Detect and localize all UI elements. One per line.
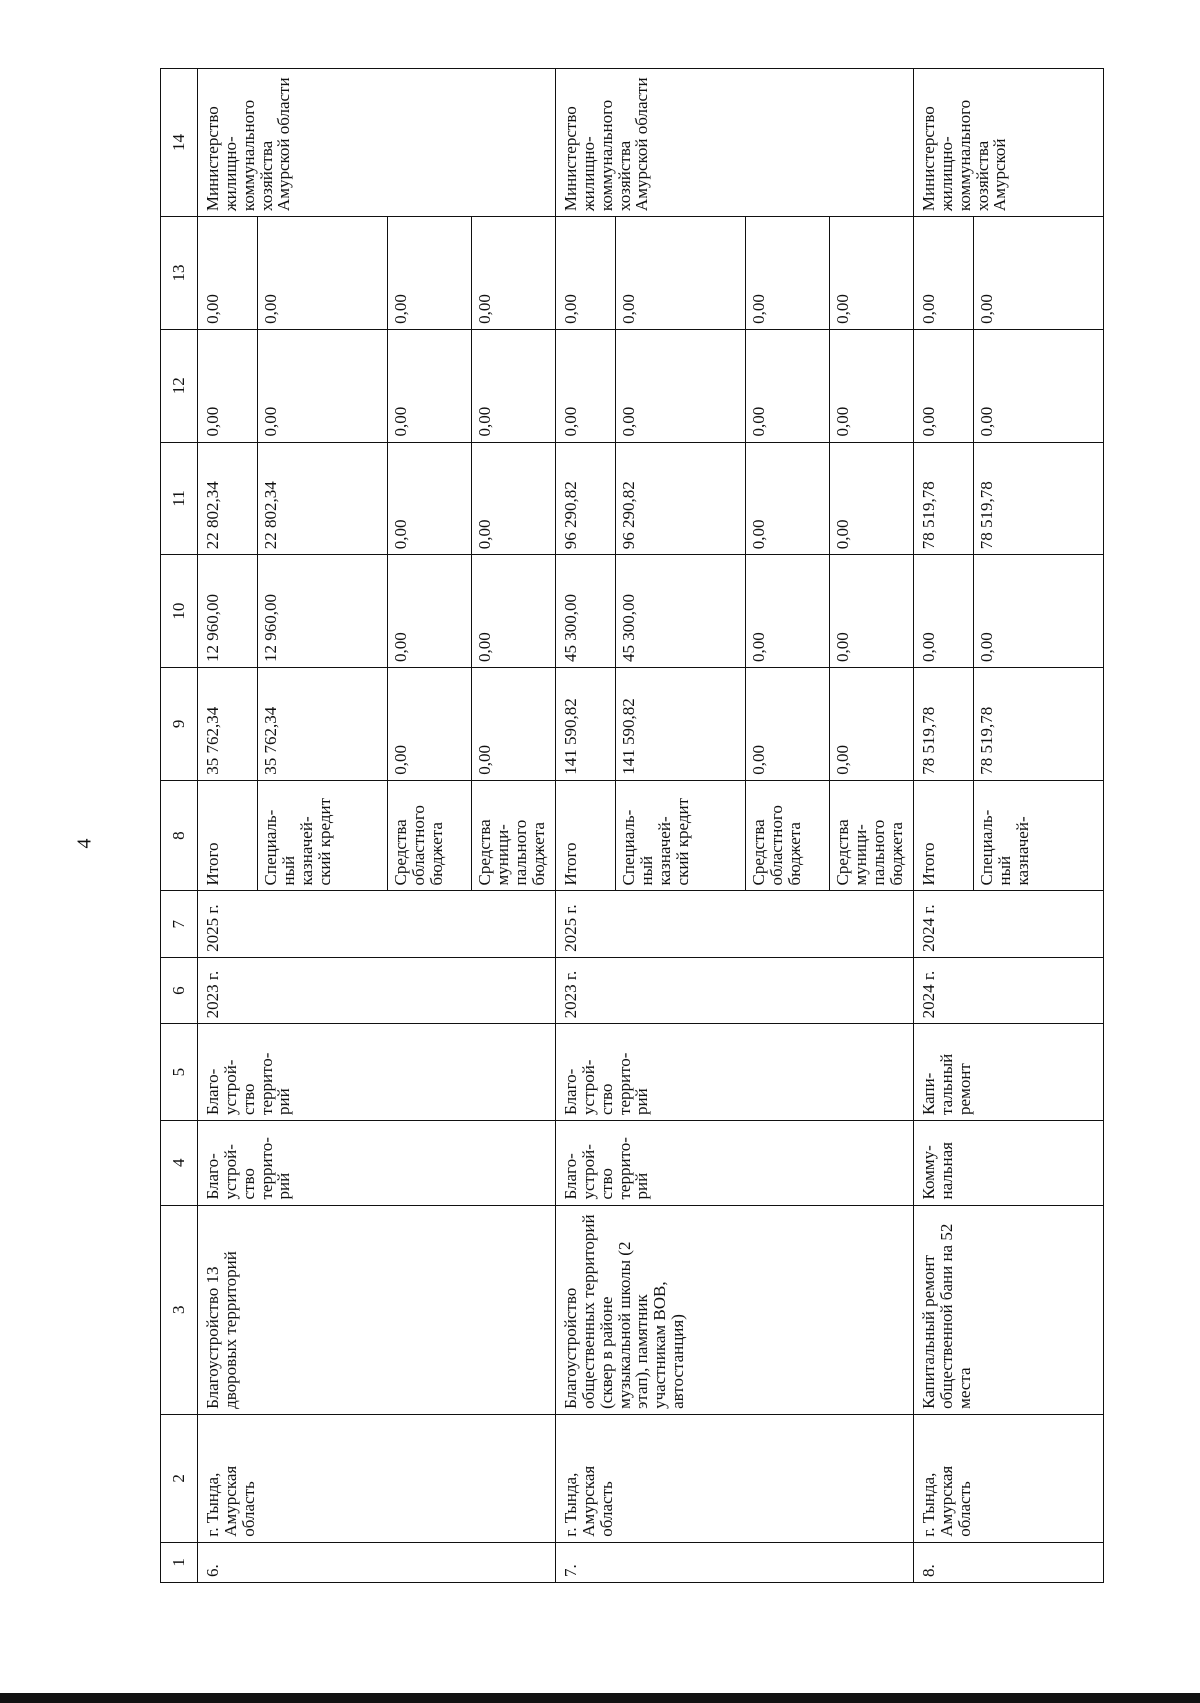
amount-col13-cell: 0,00 bbox=[830, 217, 914, 330]
amount-col11-cell: 96 290,82 bbox=[616, 442, 746, 555]
location-cell: г. Тында, Амурская область bbox=[914, 1414, 1104, 1542]
amount-col12-cell: 0,00 bbox=[388, 329, 472, 442]
amount-col13-cell: 0,00 bbox=[914, 217, 974, 330]
column-number: 7 bbox=[161, 891, 198, 957]
location-cell: г. Тында, Амурская область bbox=[198, 1414, 556, 1542]
funding-source-cell: Итого bbox=[198, 780, 258, 891]
total-cell: 0,00 bbox=[388, 668, 472, 781]
amount-col12-cell: 0,00 bbox=[616, 329, 746, 442]
amount-col11-cell: 96 290,82 bbox=[556, 442, 616, 555]
object-name-cell: Капитальный ремонт общественной бани на 52 места bbox=[914, 1205, 1104, 1414]
scan-bottom-edge bbox=[0, 1693, 1200, 1703]
amount-col11-cell: 0,00 bbox=[388, 442, 472, 555]
amount-col11-cell: 22 802,34 bbox=[198, 442, 258, 555]
table-viewport bbox=[160, 68, 1164, 1583]
amount-col13-cell: 0,00 bbox=[258, 217, 388, 330]
amount-col10-cell: 0,00 bbox=[388, 555, 472, 668]
end-year-cell: 2025 г. bbox=[198, 891, 556, 957]
column-number: 8 bbox=[161, 780, 198, 891]
location-cell: г. Тында, Амурская область bbox=[556, 1414, 914, 1542]
amount-col12-cell: 0,00 bbox=[556, 329, 616, 442]
amount-col13-cell: 0,00 bbox=[556, 217, 616, 330]
amount-col12-cell: 0,00 bbox=[974, 329, 1104, 442]
executor-cell: Министерство жилищно-коммунального хозяйства Амурской области bbox=[556, 69, 914, 217]
amount-col10-cell: 0,00 bbox=[830, 555, 914, 668]
column-number: 14 bbox=[161, 69, 198, 217]
column-number: 13 bbox=[161, 217, 198, 330]
table-row bbox=[556, 69, 616, 1583]
funding-source-cell: Итого bbox=[914, 780, 974, 891]
start-year-cell: 2024 г. bbox=[914, 957, 1104, 1023]
funding-source-cell: Средства муници-пального бюджета bbox=[472, 780, 556, 891]
column-number: 2 bbox=[161, 1414, 198, 1542]
total-cell: 141 590,82 bbox=[616, 668, 746, 781]
amount-col11-cell: 78 519,78 bbox=[914, 442, 974, 555]
row-number: 6. bbox=[198, 1542, 556, 1582]
sphere-cell: Благо-устрой-ство террито-рий bbox=[556, 1120, 914, 1205]
row-number: 7. bbox=[556, 1542, 914, 1582]
amount-col13-cell: 0,00 bbox=[616, 217, 746, 330]
program-table bbox=[160, 68, 1104, 1583]
funding-source-cell: Средства областного бюджета bbox=[388, 780, 472, 891]
amount-col12-cell: 0,00 bbox=[472, 329, 556, 442]
amount-col11-cell: 78 519,78 bbox=[974, 442, 1104, 555]
total-cell: 78 519,78 bbox=[974, 668, 1104, 781]
start-year-cell: 2023 г. bbox=[198, 957, 556, 1023]
amount-col12-cell: 0,00 bbox=[198, 329, 258, 442]
table-row bbox=[914, 69, 974, 1583]
amount-col10-cell: 0,00 bbox=[472, 555, 556, 668]
total-cell: 0,00 bbox=[472, 668, 556, 781]
amount-col10-cell: 12 960,00 bbox=[198, 555, 258, 668]
work-type-cell: Благо-устрой-ство террито-рий bbox=[556, 1024, 914, 1121]
total-cell: 35 762,34 bbox=[258, 668, 388, 781]
funding-source-cell: Средства областного бюджета bbox=[746, 780, 830, 891]
amount-col12-cell: 0,00 bbox=[258, 329, 388, 442]
amount-col12-cell: 0,00 bbox=[746, 329, 830, 442]
amount-col10-cell: 0,00 bbox=[974, 555, 1104, 668]
funding-source-cell: Специаль-ный казначей-ский кредит bbox=[258, 780, 388, 891]
column-number: 4 bbox=[161, 1120, 198, 1205]
column-number: 11 bbox=[161, 442, 198, 555]
end-year-cell: 2025 г. bbox=[556, 891, 914, 957]
object-name-cell: Благоустройство 13 дворовых территорий bbox=[198, 1205, 556, 1414]
column-number: 6 bbox=[161, 957, 198, 1023]
funding-source-cell: Специаль-ный казначей-ский кредит bbox=[616, 780, 746, 891]
total-cell: 0,00 bbox=[746, 668, 830, 781]
page-number: 4 bbox=[73, 838, 96, 849]
object-name-cell: Благоустройство общественных территорий (сквер в районе музыкальной школы (2 этап), памятник участникам ВОВ, автостанция) bbox=[556, 1205, 914, 1414]
amount-col13-cell: 0,00 bbox=[472, 217, 556, 330]
executor-cell: Министерство жилищно-коммунального хозяйства Амурской bbox=[914, 69, 1104, 217]
column-numbers-row bbox=[161, 69, 198, 1583]
column-number: 1 bbox=[161, 1542, 198, 1582]
total-cell: 141 590,82 bbox=[556, 668, 616, 781]
row-number: 8. bbox=[914, 1542, 1104, 1582]
column-number: 5 bbox=[161, 1024, 198, 1121]
amount-col10-cell: 12 960,00 bbox=[258, 555, 388, 668]
amount-col10-cell: 0,00 bbox=[914, 555, 974, 668]
total-cell: 78 519,78 bbox=[914, 668, 974, 781]
amount-col10-cell: 0,00 bbox=[746, 555, 830, 668]
work-type-cell: Благо-устрой-ство террито-рий bbox=[198, 1024, 556, 1121]
start-year-cell: 2023 г. bbox=[556, 957, 914, 1023]
amount-col13-cell: 0,00 bbox=[974, 217, 1104, 330]
column-number: 3 bbox=[161, 1205, 198, 1414]
amount-col10-cell: 45 300,00 bbox=[616, 555, 746, 668]
amount-col12-cell: 0,00 bbox=[830, 329, 914, 442]
total-cell: 0,00 bbox=[830, 668, 914, 781]
sphere-cell: Комму-нальная bbox=[914, 1120, 1104, 1205]
total-cell: 35 762,34 bbox=[198, 668, 258, 781]
amount-col11-cell: 0,00 bbox=[746, 442, 830, 555]
amount-col11-cell: 22 802,34 bbox=[258, 442, 388, 555]
amount-col11-cell: 0,00 bbox=[472, 442, 556, 555]
column-number: 10 bbox=[161, 555, 198, 668]
funding-source-cell: Специаль-ный казначей- bbox=[974, 780, 1104, 891]
funding-source-cell: Итого bbox=[556, 780, 616, 891]
rotated-page bbox=[160, 68, 1164, 1583]
column-number: 12 bbox=[161, 329, 198, 442]
amount-col10-cell: 45 300,00 bbox=[556, 555, 616, 668]
sphere-cell: Благо-устрой-ство террито-рий bbox=[198, 1120, 556, 1205]
amount-col11-cell: 0,00 bbox=[830, 442, 914, 555]
amount-col13-cell: 0,00 bbox=[388, 217, 472, 330]
work-type-cell: Капи-тальный ремонт bbox=[914, 1024, 1104, 1121]
end-year-cell: 2024 г. bbox=[914, 891, 1104, 957]
executor-cell: Министерство жилищно-коммунального хозяйства Амурской области bbox=[198, 69, 556, 217]
amount-col13-cell: 0,00 bbox=[198, 217, 258, 330]
table-row bbox=[198, 69, 258, 1583]
column-number: 9 bbox=[161, 668, 198, 781]
funding-source-cell: Средства муници-пального бюджета bbox=[830, 780, 914, 891]
amount-col12-cell: 0,00 bbox=[914, 329, 974, 442]
amount-col13-cell: 0,00 bbox=[746, 217, 830, 330]
